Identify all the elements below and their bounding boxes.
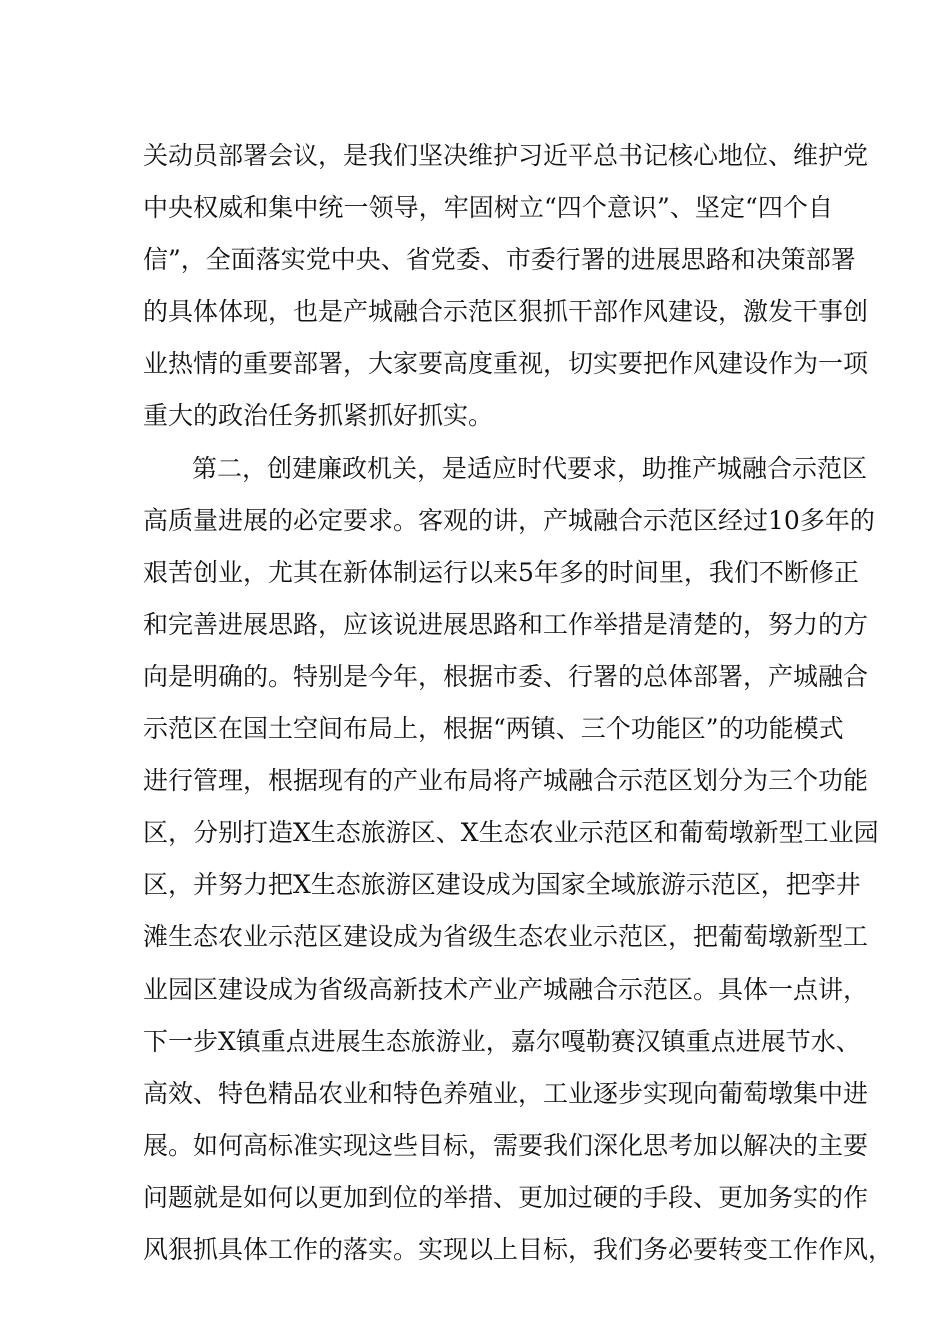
- text-line: 业热情的重要部署，大家要高度重视，切实要把作风建设作为一项: [143, 349, 869, 379]
- text-line: 关动员部署会议，是我们坚决维护习近平总书记核心地位、维护党: [143, 141, 869, 170]
- paragraph-first-line: 第二，创建廉政机关，是适应时代要求，助推产城融合示范区: [192, 453, 868, 483]
- text-line: 区，分别打造X生态旅游区、X生态农业示范区和葡萄墩新型工业园: [143, 818, 879, 848]
- text-line: 艰苦创业，尤其在新体制运行以来5年多的时间里，我们不断修正: [143, 557, 859, 587]
- text-line: 区，并努力把X生态旅游区建设成为国家全域旅游示范区，把孪井: [143, 870, 861, 900]
- text-line: 滩生态农业示范区建设成为省级生态农业示范区，把葡萄墩新型工: [143, 922, 869, 952]
- text-line: 信”，全面落实党中央、省党委、市委行署的进展思路和决策部署: [143, 245, 856, 275]
- text-line: 进行管理，根据现有的产业布局将产城融合示范区划分为三个功能: [143, 766, 869, 796]
- text-line: 下一步X镇重点进展生态旅游业，嘉尔嘎勒赛汉镇重点进展节水、: [143, 1026, 861, 1056]
- text-line: 高效、特色精品农业和特色养殖业，工业逐步实现向葡萄墩集中进: [143, 1078, 869, 1108]
- text-line: 展。如何高标准实现这些目标，需要我们深化思考加以解决的主要: [143, 1130, 869, 1160]
- text-line: 示范区在国土空间布局上，根据“两镇、三个功能区”的功能模式: [143, 714, 844, 744]
- text-line: 业园区建设成为省级高新技术产业产城融合示范区。具体一点讲，: [143, 974, 869, 1004]
- text-line: 向是明确的。特别是今年，根据市委、行署的总体部署，产城融合: [143, 661, 869, 691]
- text-line: 和完善进展思路，应该说进展思路和工作举措是清楚的，努力的方: [143, 609, 869, 639]
- text-line: 重大的政治任务抓紧抓好抓实。: [143, 401, 494, 431]
- text-line: 的具体体现，也是产城融合示范区狠抓干部作风建设，激发干事创: [143, 297, 869, 327]
- text-line: 高质量进展的必定要求。客观的讲，产城融合示范区经过10多年的: [143, 505, 875, 535]
- text-line: 问题就是如何以更加到位的举措、更加过硬的手段、更加务实的作: [143, 1182, 869, 1212]
- text-line: 风狠抓具体工作的落实。实现以上目标，我们务必要转变工作作风，: [143, 1234, 894, 1264]
- body-text: [143, 130, 894, 1276]
- text-line: 中央权威和集中统一领导，牢固树立“四个意识”、坚定“四个自: [143, 193, 833, 223]
